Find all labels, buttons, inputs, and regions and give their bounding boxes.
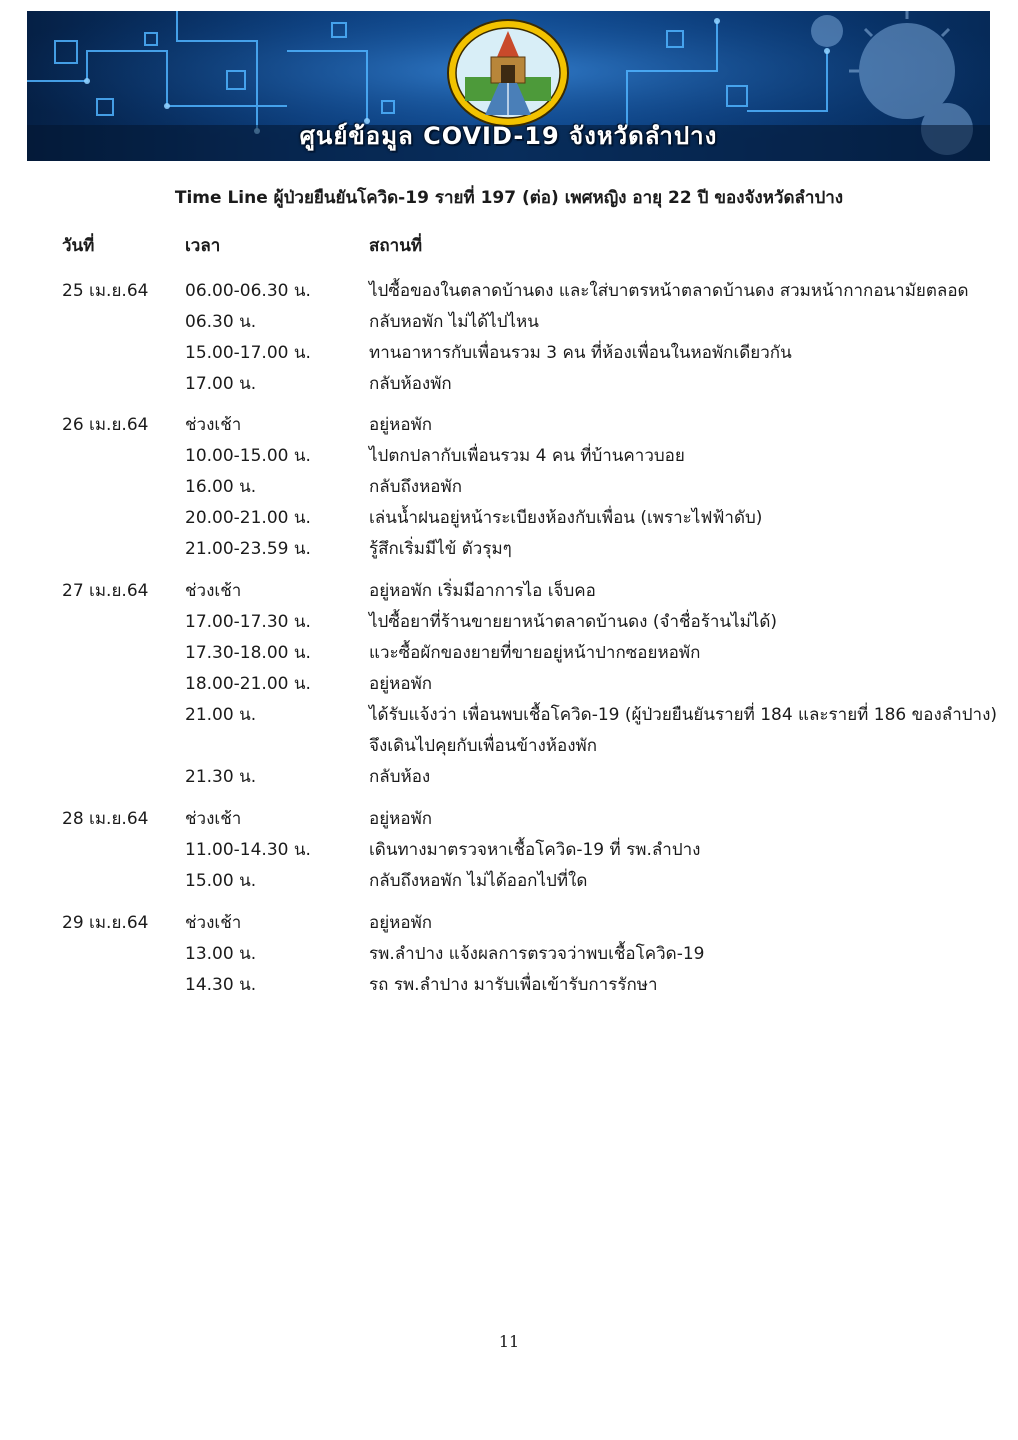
column-header-place: สถานที่ (369, 236, 423, 256)
entry-place: กลับถึงหอพัก ไม่ได้ออกไปที่ใด (369, 871, 588, 891)
day-date: 26 เม.ย.64 (62, 415, 149, 435)
entry-place: เดินทางมาตรวจหาเชื้อโควิด-19 ที่ รพ.ลำปาง (369, 840, 701, 860)
entry-time: 15.00 น. (185, 871, 257, 891)
entry-place: รู้สึกเริ่มมีไข้ ตัวรุมๆ (369, 539, 512, 559)
entry-place: รพ.ลำปาง แจ้งผลการตรวจว่าพบเชื้อโควิด-19 (369, 944, 705, 964)
entry-place: อยู่หอพัก (369, 913, 433, 933)
entry-time: ช่วงเช้า (185, 415, 242, 435)
banner-title: ศูนย์ข้อมูล COVID-19 จังหวัดลำปาง (299, 122, 718, 150)
entry-place: กลับห้องพัก (369, 374, 452, 394)
entry-time: ช่วงเช้า (185, 581, 242, 601)
entry-time: ช่วงเช้า (185, 913, 242, 933)
entry-place: ไปซื้อของในตลาดบ้านดง และใส่บาตรหน้าตลาดบ้านดง สวมหน้ากากอนามัยตลอด (369, 281, 969, 301)
entry-time: 17.00-17.30 น. (185, 612, 311, 632)
entry-time: 18.00-21.00 น. (185, 674, 311, 694)
header-banner (27, 11, 990, 161)
entry-time: 13.00 น. (185, 944, 257, 964)
entry-time: 14.30 น. (185, 975, 257, 995)
entry-place: เล่นน้ำฝนอยู่หน้าระเบียงห้องกับเพื่อน (เพราะไฟฟ้าดับ) (369, 508, 763, 528)
entry-time: 21.30 น. (185, 767, 257, 787)
entry-time: 17.30-18.00 น. (185, 643, 311, 663)
column-header-time: เวลา (185, 236, 221, 256)
entry-time: 06.00-06.30 น. (185, 281, 311, 301)
entry-place: อยู่หอพัก (369, 415, 433, 435)
page-number: 11 (498, 1332, 520, 1351)
entry-time: 10.00-15.00 น. (185, 446, 311, 466)
entry-place: อยู่หอพัก (369, 674, 433, 694)
entry-place: อยู่หอพัก (369, 809, 433, 829)
day-date: 27 เม.ย.64 (62, 581, 149, 601)
entry-place-continued: จึงเดินไปคุยกับเพื่อนข้างห้องพัก (369, 736, 598, 756)
entry-place: รถ รพ.ลำปาง มารับเพื่อเข้ารับการรักษา (369, 975, 658, 995)
column-header-date: วันที่ (62, 236, 95, 256)
entry-time: 21.00 น. (185, 705, 257, 725)
entry-time: 17.00 น. (185, 374, 257, 394)
entry-time: ช่วงเช้า (185, 809, 242, 829)
entry-time: 16.00 น. (185, 477, 257, 497)
entry-time: 20.00-21.00 น. (185, 508, 311, 528)
entry-time: 11.00-14.30 น. (185, 840, 311, 860)
entry-time: 15.00-17.00 น. (185, 343, 311, 363)
entry-place: แวะซื้อผักของยายที่ขายอยู่หน้าปากซอยหอพัก (369, 643, 701, 663)
entry-place: อยู่หอพัก เริ่มมีอาการไอ เจ็บคอ (369, 581, 596, 601)
entry-time: 21.00-23.59 น. (185, 539, 311, 559)
entry-time: 06.30 น. (185, 312, 257, 332)
day-date: 25 เม.ย.64 (62, 281, 149, 301)
entry-place: ไปซื้อยาที่ร้านขายยาหน้าตลาดบ้านดง (จำชื่อร้านไม่ได้) (369, 612, 778, 632)
day-date: 28 เม.ย.64 (62, 809, 149, 829)
entry-place: ทานอาหารกับเพื่อนรวม 3 คน ที่ห้องเพื่อนในหอพักเดียวกัน (369, 343, 792, 363)
page-title: Time Line ผู้ป่วยยืนยันโควิด-19 รายที่ 197 (ต่อ) เพศหญิง อายุ 22 ปี ของจังหวัดลำปาง (174, 188, 844, 208)
entry-place: กลับหอพัก ไม่ได้ไปไหน (369, 312, 539, 332)
lampang-province-seal-icon (445, 17, 571, 129)
entry-place: กลับถึงหอพัก (369, 477, 463, 497)
day-date: 29 เม.ย.64 (62, 913, 149, 933)
entry-place: กลับห้อง (369, 767, 431, 787)
entry-place: ได้รับแจ้งว่า เพื่อนพบเชื้อโควิด-19 (ผู้ป่วยยืนยันรายที่ 184 และรายที่ 186 ของลำปาง) (369, 705, 998, 725)
entry-place: ไปตกปลากับเพื่อนรวม 4 คน ที่บ้านคาวบอย (369, 446, 685, 466)
